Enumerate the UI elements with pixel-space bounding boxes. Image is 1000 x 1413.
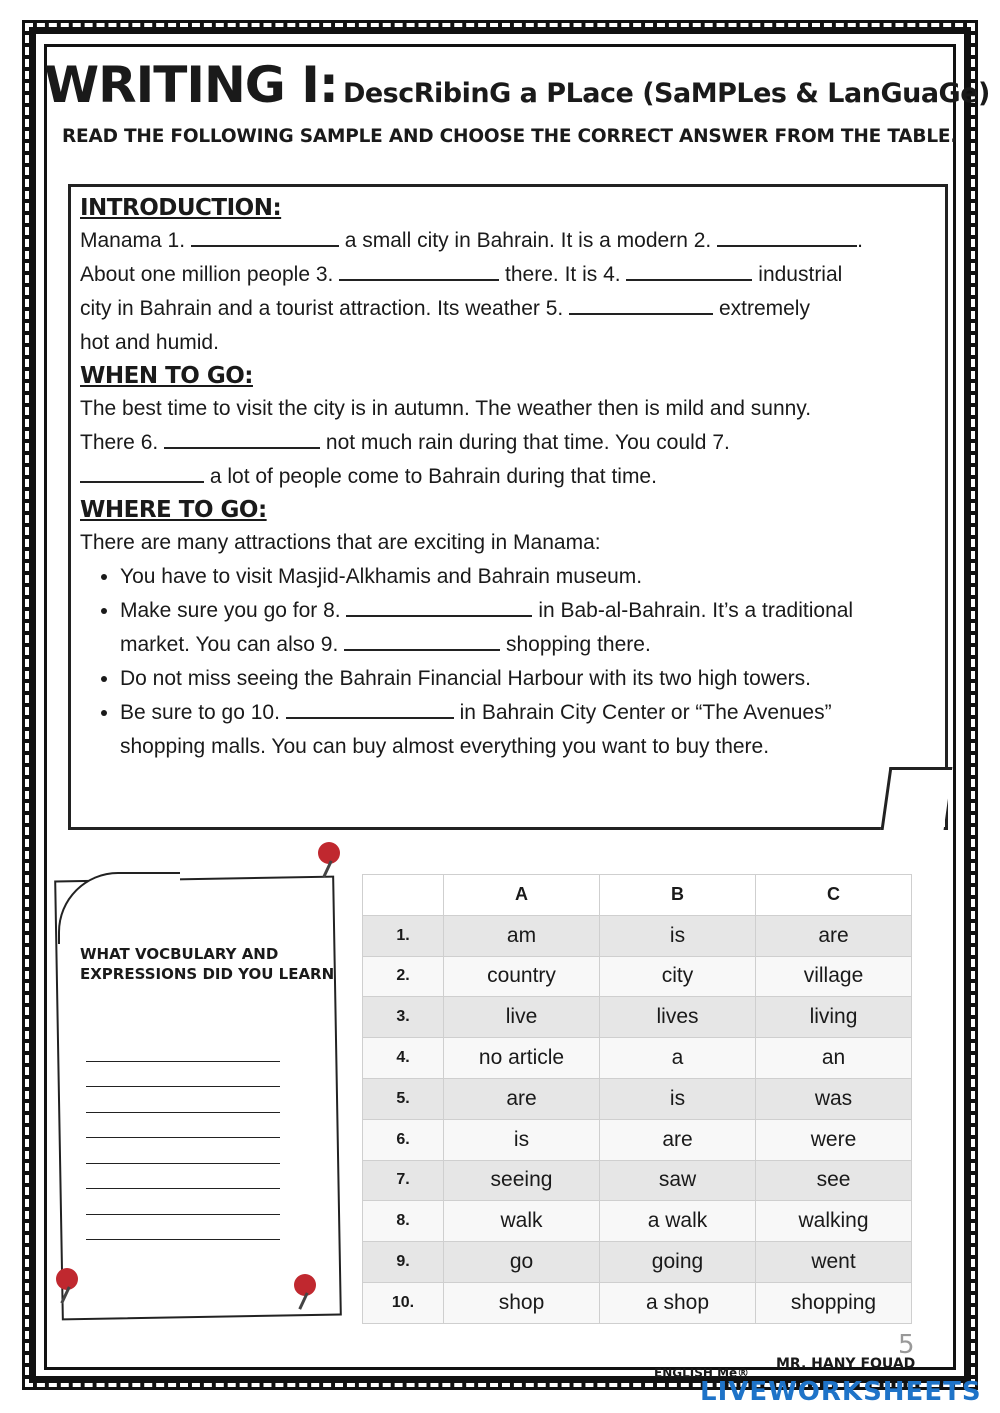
option-cell[interactable]: shopping [756, 1282, 912, 1323]
option-cell[interactable]: a walk [600, 1201, 756, 1242]
instruction: READ THE FOLLOWING SAMPLE AND CHOOSE THE CORRECT ANSWER FROM THE TABLE. [62, 126, 958, 147]
page-number: 5 [898, 1330, 915, 1360]
answer-table [362, 874, 912, 1324]
option-cell[interactable]: living [756, 997, 912, 1038]
table-row: 5. are is was [363, 1078, 912, 1119]
option-cell[interactable]: live [444, 997, 600, 1038]
option-cell[interactable]: see [756, 1160, 912, 1201]
table-row: 3. live lives living [363, 997, 912, 1038]
table-row: 10. shop a shop shopping [363, 1282, 912, 1323]
header-cell: A [444, 875, 600, 916]
text-line: Manama 1. a small city in Bahrain. It is a modern 2. . [80, 224, 940, 258]
page-fold [881, 767, 953, 830]
option-cell[interactable]: walk [444, 1201, 600, 1242]
option-cell[interactable]: was [756, 1078, 912, 1119]
option-cell[interactable]: an [756, 1038, 912, 1079]
blank-7[interactable] [80, 461, 204, 483]
list-item: • Do not miss seeing the Bahrain Financial Harbour with its two high towers. [120, 662, 940, 696]
list-item: • Be sure to go 10. in Bahrain City Center or “The Avenues” shopping malls. You can buy almost everything you want to buy there. [120, 696, 940, 764]
blank-5[interactable] [569, 293, 713, 315]
intro-heading: INTRODUCTION: [80, 195, 282, 221]
option-cell[interactable]: walking [756, 1201, 912, 1242]
option-cell[interactable]: are [756, 915, 912, 956]
blank-2[interactable] [717, 225, 857, 247]
blank-10[interactable] [286, 697, 454, 719]
title-sub: DescRibinG a PLace (SaMPLes & LanGuaGe) [342, 78, 990, 109]
option-cell[interactable]: a shop [600, 1282, 756, 1323]
attraction-list [80, 560, 940, 764]
option-cell[interactable]: is [444, 1119, 600, 1160]
liveworksheets-logo[interactable]: LIVEWORKSHEETS [700, 1377, 982, 1407]
text-line: There are many attractions that are exciting in Manama: [80, 531, 601, 554]
option-cell[interactable]: am [444, 915, 600, 956]
table-row: 7. seeing saw see [363, 1160, 912, 1201]
option-cell[interactable]: were [756, 1119, 912, 1160]
text-line: hot and humid. [80, 331, 219, 354]
header-cell [363, 875, 444, 916]
author-credit: MR. HANY FOUAD [776, 1356, 916, 1372]
sample-text [80, 192, 940, 764]
option-cell[interactable]: go [444, 1242, 600, 1283]
option-cell[interactable]: went [756, 1242, 912, 1283]
option-cell[interactable]: village [756, 956, 912, 997]
text-line: city in Bahrain and a tourist attraction. Its weather 5. extremely [80, 292, 940, 326]
blank-9[interactable] [344, 629, 500, 651]
table-row: 1. am is are [363, 915, 912, 956]
list-item: • Make sure you go for 8. in Bab-al-Bahrain. It’s a traditional market. You can also 9. shopping there. [120, 594, 940, 662]
option-cell[interactable]: are [600, 1119, 756, 1160]
option-cell[interactable]: lives [600, 997, 756, 1038]
option-cell[interactable]: country [444, 956, 600, 997]
text-line: There 6. not much rain during that time. You could 7. [80, 426, 940, 460]
option-cell[interactable]: no article [444, 1038, 600, 1079]
page-title [44, 56, 990, 114]
option-cell[interactable]: are [444, 1078, 600, 1119]
option-cell[interactable]: is [600, 1078, 756, 1119]
blank-3[interactable] [339, 259, 499, 281]
where-heading: WHERE TO GO: [80, 497, 267, 523]
option-cell[interactable]: going [600, 1242, 756, 1283]
option-cell[interactable]: seeing [444, 1160, 600, 1201]
text-line: The best time to visit the city is in autumn. The weather then is mild and sunny. [80, 397, 812, 420]
blank-4[interactable] [626, 259, 752, 281]
pushpin-icon [56, 1268, 78, 1290]
when-heading: WHEN TO GO: [80, 363, 253, 389]
brand-credit: ENGLISH Me® [654, 1366, 750, 1380]
table-row: 6. is are were [363, 1119, 912, 1160]
option-cell[interactable]: is [600, 915, 756, 956]
note-title: WHAT VOCBULARY AND EXPRESSIONS DID YOU LEARN [80, 945, 335, 983]
table-header-row [363, 875, 912, 916]
table-row: 9. go going went [363, 1242, 912, 1283]
option-cell[interactable]: saw [600, 1160, 756, 1201]
option-cell[interactable]: a [600, 1038, 756, 1079]
blank-8[interactable] [346, 595, 532, 617]
option-cell[interactable]: city [600, 956, 756, 997]
list-item: • You have to visit Masjid-Alkhamis and Bahrain museum. [120, 560, 940, 594]
note-writing-lines[interactable] [86, 1036, 280, 1240]
text-line: a lot of people come to Bahrain during that time. [80, 460, 940, 494]
blank-6[interactable] [164, 427, 320, 449]
blank-1[interactable] [191, 225, 339, 247]
table-row: 4. no article a an [363, 1038, 912, 1079]
title-main: WRITING I: [44, 56, 338, 114]
table-row: 2. country city village [363, 956, 912, 997]
table-row: 8. walk a walk walking [363, 1201, 912, 1242]
header-cell: C [756, 875, 912, 916]
text-line: About one million people 3. there. It is 4. industrial [80, 258, 940, 292]
option-cell[interactable]: shop [444, 1282, 600, 1323]
header-cell: B [600, 875, 756, 916]
pushpin-icon [318, 842, 340, 864]
pushpin-icon [294, 1274, 316, 1296]
